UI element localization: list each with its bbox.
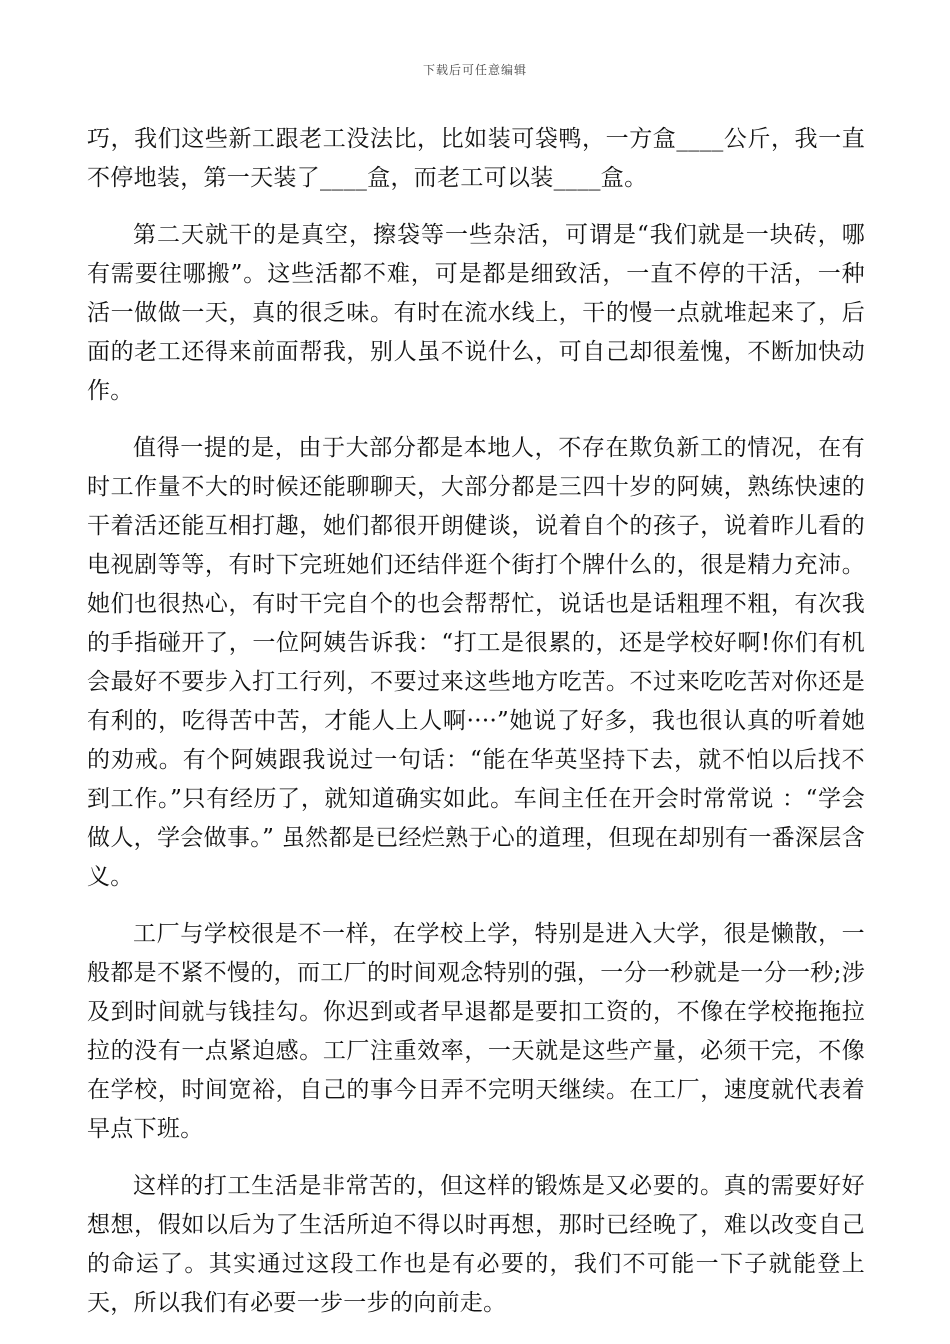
- paragraph-3: 值得一提的是，由于大部分都是本地人，不存在欺负新工的情况，在有时工作量不大的时候还能聊聊天，大部分都是三四十岁的阿姨，熟练快速的干着活还能互相打趣，她们都很开朗健谈，说着自个的孩子，说着昨儿看的电视剧等等，有时下完班她们还结伴逛个街打个牌什么的，很是精力充沛。她们也很热心，有时干完自个的也会帮帮忙，说话也是话粗理不粗，有次我的手指碰开了，一位阿姨告诉我：“打工是很累的，还是学校好啊!你们有机会最好不要步入打工行列，不要过来这些地方吃苦。不过来吃吃苦对你还是有利的，吃得苦中苦，才能人上人啊····”她说了好多，我也很认真的听着她的劝戒。有个阿姨跟我说过一句话：“能在华英坚持下去，就不怕以后找不到工作。”只有经历了，就知道确实如此。车间主任在开会时常常说 ：“学会做人，学会做事。” 虽然都是已经烂熟于心的道理，但现在却别有一番深层含义。: [87, 435, 865, 890]
- paragraph-1: 巧，我们这些新工跟老工没法比，比如装可袋鸭，一方盒____公斤，我一直不停地装，第一天装了____盒，而老工可以装____盒。: [87, 126, 865, 191]
- paragraph-2: 第二天就干的是真空，擦袋等一些杂活，可谓是“我们就是一块砖，哪有需要往哪搬”。这些活都不难，可是都是细致活，一直不停的干活，一种活一做做一天，真的很乏味。有时在流水线上，干的慢一点就堆起来了，后面的老工还得来前面帮我，别人虽不说什么，可自己却很羞愧，不断加快动作。: [87, 222, 865, 404]
- page-header: 下载后可任意编辑: [422, 63, 527, 77]
- paragraph-5: 这样的打工生活是非常苦的，但这样的锻炼是又必要的。真的需要好好想想，假如以后为了生活所迫不得以时再想，那时已经晚了，难以改变自己的命运了。其实通过这段工作也是有必要的，我们不可能一下子就能登上天，所以我们有必要一步一步的向前走。: [87, 1173, 865, 1316]
- document-body: [87, 120, 865, 1341]
- paragraph-4: 工厂与学校很是不一样，在学校上学，特别是进入大学，很是懒散，一般都是不紧不慢的，而工厂的时间观念特别的强，一分一秒就是一分一秒;涉及到时间就与钱挂勾。你迟到或者早退都是要扣工资的，不像在学校拖拖拉拉的没有一点紧迫感。工厂注重效率，一天就是这些产量，必须干完，不像在学校，时间宽裕，自己的事今日弄不完明天继续。在工厂，速度就代表着早点下班。: [87, 921, 865, 1142]
